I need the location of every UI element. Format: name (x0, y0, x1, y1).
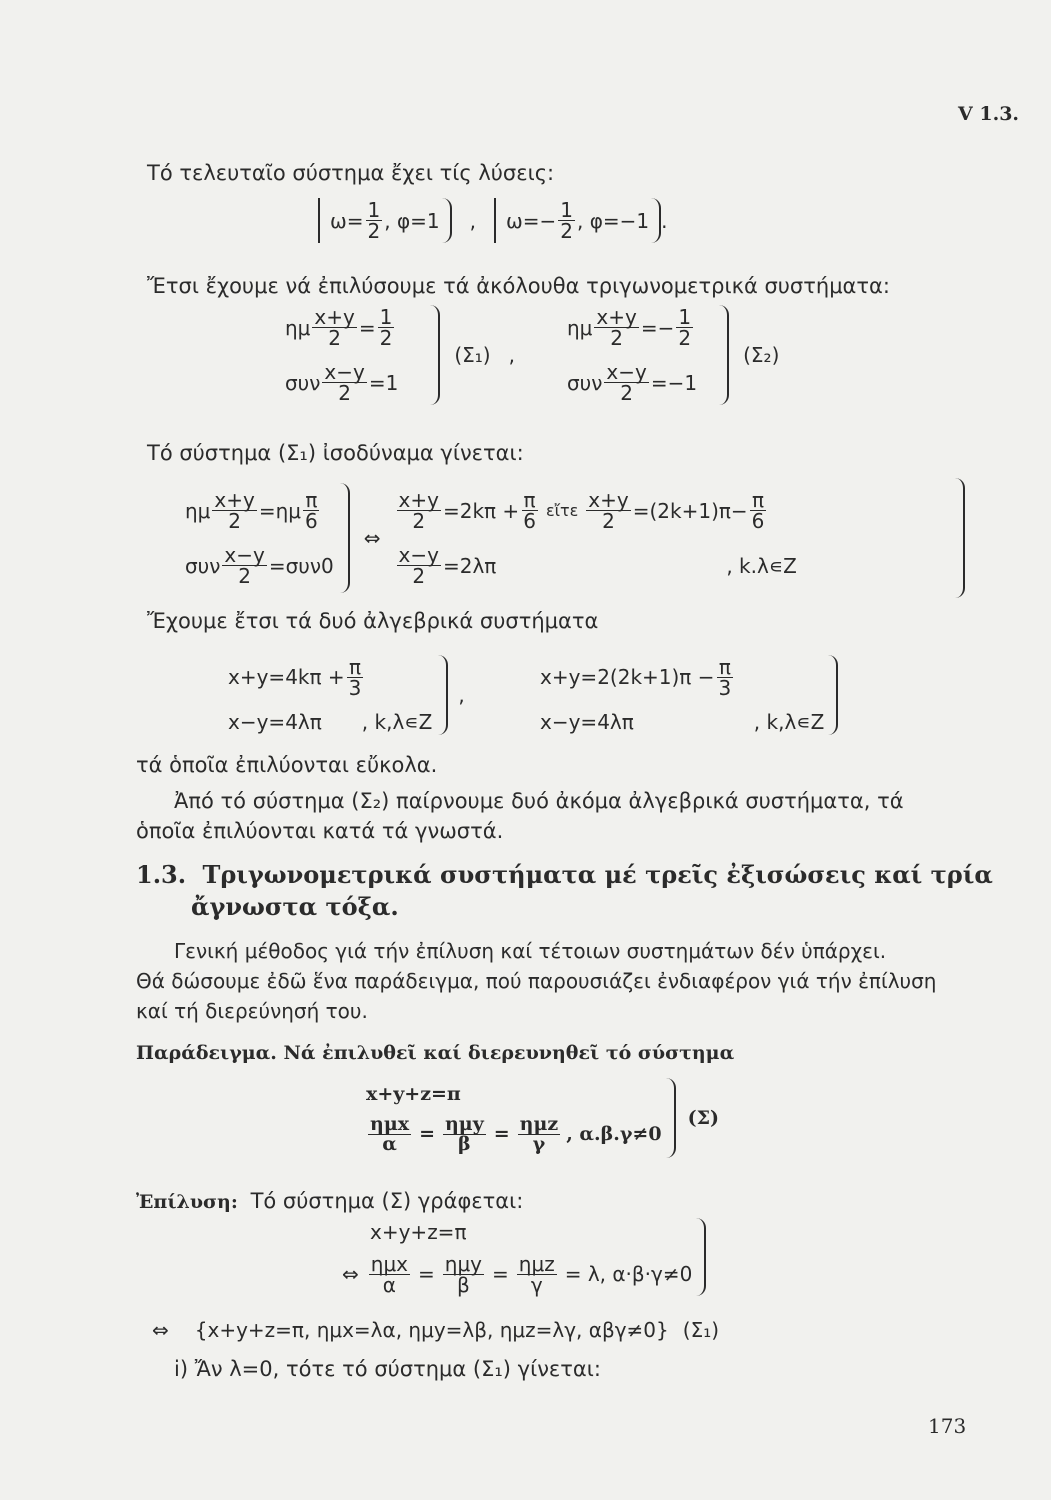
s2-label: (Σ₂) (743, 343, 780, 367)
solsys-num2: ημy (444, 1251, 483, 1276)
ex-condition: , α.β.γ≠0 (566, 1123, 662, 1145)
solsys-num3: ημz (518, 1251, 555, 1276)
eqv-den1: 2 (228, 509, 241, 533)
s2-func2: συν (567, 370, 603, 395)
paragraph-method-line2: Θά δώσουμε ἐδῶ ἕνα παράδειγμα, πού παρουσιάζει ἐνδιαφέρον γιά τήν ἐπίλυση (136, 969, 937, 993)
alg2-line1: x+y=2(2k+1)π − (540, 665, 715, 689)
s1-func2: συν (285, 370, 321, 395)
s2-rhs-num: 1 (678, 305, 692, 329)
alg2-line2: x−y=4λπ (540, 709, 634, 734)
solution-line (136, 1188, 523, 1215)
solution-1 (318, 198, 452, 243)
alg1-pi-num: π (349, 654, 362, 679)
solutions-separator: , (469, 208, 476, 233)
eqv-den2: 2 (238, 564, 251, 588)
s2-num2: x−y (606, 360, 647, 384)
sol1-den: 2 (367, 219, 381, 243)
solutions-line (318, 198, 668, 243)
section-title-line1: Τριγωνομετρικά συστήματα μέ τρεῖς ἐξισώσεις καί τρία (202, 860, 993, 889)
ex-den2: β (458, 1132, 471, 1155)
sol2-suffix: , φ=−1 (577, 208, 650, 233)
solsys-den3: γ (530, 1272, 543, 1297)
eqv-rnum3: x−y (398, 543, 439, 567)
alg2-brace (828, 655, 838, 735)
ex-num2: ημy (444, 1112, 484, 1135)
solsys-brace (696, 1218, 706, 1296)
eqv-rnum2: x+y (588, 488, 629, 512)
eqv-brace-right (955, 478, 965, 598)
alg1-brace (438, 655, 448, 735)
s2-rhs-den: 2 (678, 326, 692, 350)
final-label: (Σ₁) (682, 1318, 720, 1342)
equivalence-block (185, 478, 965, 598)
sol1-num: 1 (367, 198, 381, 222)
eqv-pi-den: 6 (305, 509, 318, 533)
solution-system: x+y+z=π ⇔ $\frac{\text{ημx}}{\alpha}$ = $\frac{\text{ημy}}{\beta}$ = $\frac{\text{ημz}}{\gamma}$ = λ, α·β·γ≠0 (342, 1218, 706, 1296)
s1-den2: 2 (338, 381, 351, 405)
case-i: i) Ἄν λ=0, τότε τό σύστημα (Σ₁) γίνεται: (174, 1357, 601, 1381)
alg1-line1: x+y=4kπ + (228, 665, 345, 689)
ex-den1: α (382, 1132, 397, 1155)
final-equivalence (152, 1318, 719, 1342)
s1-rhs-num: 1 (379, 305, 393, 329)
paragraph-solved-easily: τά ὁποῖα ἐπιλύονται εὔκολα. (136, 753, 438, 777)
s1-label: (Σ₁) (454, 343, 491, 367)
s1-rhs-den: 2 (379, 326, 393, 350)
eqv-rpi-den1: 6 (523, 509, 536, 533)
section-reference: V 1.3. (958, 103, 1020, 125)
s1-eq1: = (358, 315, 376, 340)
page-number: 173 (928, 1414, 967, 1438)
solsys-den2: β (457, 1272, 470, 1297)
eqv-condition: , k.λ∊Z (726, 553, 797, 578)
eqv-rpi-num2: π (752, 488, 765, 512)
s2-eq2: =−1 (650, 370, 698, 395)
s2-den2: 2 (620, 381, 633, 405)
eqv-r3: =2λπ (442, 553, 497, 578)
section-number: 1.3. (136, 860, 187, 889)
paragraph-solutions-intro: Τό τελευταῖο σύστημα ἔχει τίς λύσεις: (147, 161, 555, 185)
solution-label: Ἐπίλυση: (136, 1191, 238, 1213)
alg2-pi-num: π (718, 654, 731, 679)
final-arrow: ⇔ (152, 1318, 169, 1342)
paragraph-s2-line2: ὁποῖα ἐπιλύονται κατά τά γνωστά. (136, 819, 504, 843)
solution-2 (494, 198, 661, 243)
alg-separator: , (458, 683, 465, 707)
eqv-mid2: =συν0 (268, 553, 334, 578)
equivalence-arrow: ⇔ (363, 526, 381, 550)
paragraph-s2-line1: Ἀπό τό σύστημα (Σ₂) παίρνουμε δυό ἀκόμα ἀλγεβρικά συστήματα, τά (174, 789, 904, 813)
solsys-tail: = λ, α·β·γ≠0 (564, 1262, 693, 1286)
example-system: x+y+z=π $\frac{\text{ημx}}{\alpha}$ = $\frac{\text{ημy}}{\beta}$ = $\frac{\text{ημz}}{\gamma}$ , α.β.γ≠0 (Σ) (366, 1078, 719, 1158)
s1-func1: ημ (285, 315, 311, 340)
ex-num1: ημx (370, 1112, 410, 1135)
alg2-condition: , k,λ∊Z (753, 709, 825, 734)
s1-brace (428, 305, 440, 405)
solsys-line1: x+y+z=π (370, 1219, 467, 1244)
paragraph-method-line3: καί τή διερεύνησή του. (136, 999, 368, 1023)
paragraph-equivalent: Τό σύστημα (Σ₁) ἰσοδύναμα γίνεται: (147, 441, 524, 465)
eqv-num1: x+y (214, 488, 255, 512)
final-set: {x+y+z=π, ημx=λα, ημy=λβ, ημz=λγ, αβγ≠0} (194, 1318, 669, 1342)
sol1-suffix: , φ=1 (384, 208, 440, 233)
s2-den1: 2 (610, 326, 623, 350)
eqv-num2: x−y (224, 543, 265, 567)
systems-separator: , (508, 343, 515, 367)
algebraic-system-1 (228, 655, 465, 735)
solsys-arrow: ⇔ (342, 1262, 359, 1286)
eqv-rden1: 2 (412, 509, 426, 533)
system-s2 (567, 305, 779, 405)
eqv-pi-num: π (305, 488, 318, 512)
sol2-den: 2 (560, 219, 573, 243)
ex-line1: x+y+z=π (366, 1082, 461, 1105)
sol1-prefix: ω= (330, 208, 364, 233)
eqv-r2: =(2k+1)π− (632, 498, 748, 523)
paragraph-method-line1: Γενική μέθοδος γιά τήν ἐπίλυση καί τέτοιων συστημάτων δέν ὑπάρχει. (174, 939, 887, 963)
eqv-brace-left (340, 483, 350, 593)
sol2-num: 1 (560, 198, 573, 222)
example-label: Παράδειγμα. Νά ἐπιλυθεῖ καί διερευνηθεῖ τό σύστημα (136, 1042, 735, 1064)
eqv-func1: ημ (185, 498, 211, 523)
ex-brace (666, 1078, 676, 1158)
alg1-pi-den: 3 (348, 675, 362, 700)
eqv-r1: =2kπ + (442, 498, 520, 523)
s2-brace (717, 305, 729, 405)
solsys-den1: α (382, 1272, 396, 1297)
system-s1 (285, 305, 515, 405)
s2-num1: x+y (596, 305, 637, 329)
eqv-rden2: 2 (602, 509, 615, 533)
ex-num3: ημz (519, 1112, 559, 1135)
s1-den1: 2 (328, 326, 341, 350)
ex-den3: γ (532, 1132, 546, 1155)
eqv-rpi-num1: π (523, 488, 536, 512)
eqv-func2: συν (185, 553, 221, 578)
alg2-pi-den: 3 (718, 675, 732, 700)
solution-text: Τό σύστημα (Σ) γράφεται: (250, 1189, 524, 1213)
solutions-period: . (661, 208, 668, 233)
s2-func1: ημ (567, 315, 593, 340)
ex-label: (Σ) (687, 1107, 719, 1129)
s1-num1: x+y (314, 305, 355, 329)
eqv-eite: εἴτε (545, 501, 579, 520)
eqv-rpi-den2: 6 (751, 509, 765, 533)
algebraic-system-2 (540, 655, 838, 735)
eqv-rden3: 2 (412, 564, 426, 588)
section-title-line2: ἄγνωστα τόξα. (191, 892, 399, 921)
s1-eq2: =1 (368, 370, 399, 395)
paragraph-systems-intro: Ἔτσι ἔχουμε νά ἐπιλύσουμε τά ἀκόλουθα τριγωνομετρικά συστήματα: (147, 274, 890, 298)
alg1-condition: , k,λ∊Z (361, 709, 433, 734)
alg1-line2: x−y=4λπ (228, 709, 322, 734)
s2-eq1: =− (640, 315, 675, 340)
s1-num2: x−y (324, 360, 365, 384)
eqv-rnum1: x+y (398, 488, 439, 512)
paragraph-two-systems: Ἔχουμε ἔτσι τά δυό ἀλγεβρικά συστήματα (147, 609, 599, 633)
sol2-prefix: ω=− (506, 208, 557, 233)
section-heading (136, 860, 993, 889)
eqv-mid1: =ημ (258, 498, 302, 523)
solsys-num1: ημx (370, 1251, 409, 1276)
